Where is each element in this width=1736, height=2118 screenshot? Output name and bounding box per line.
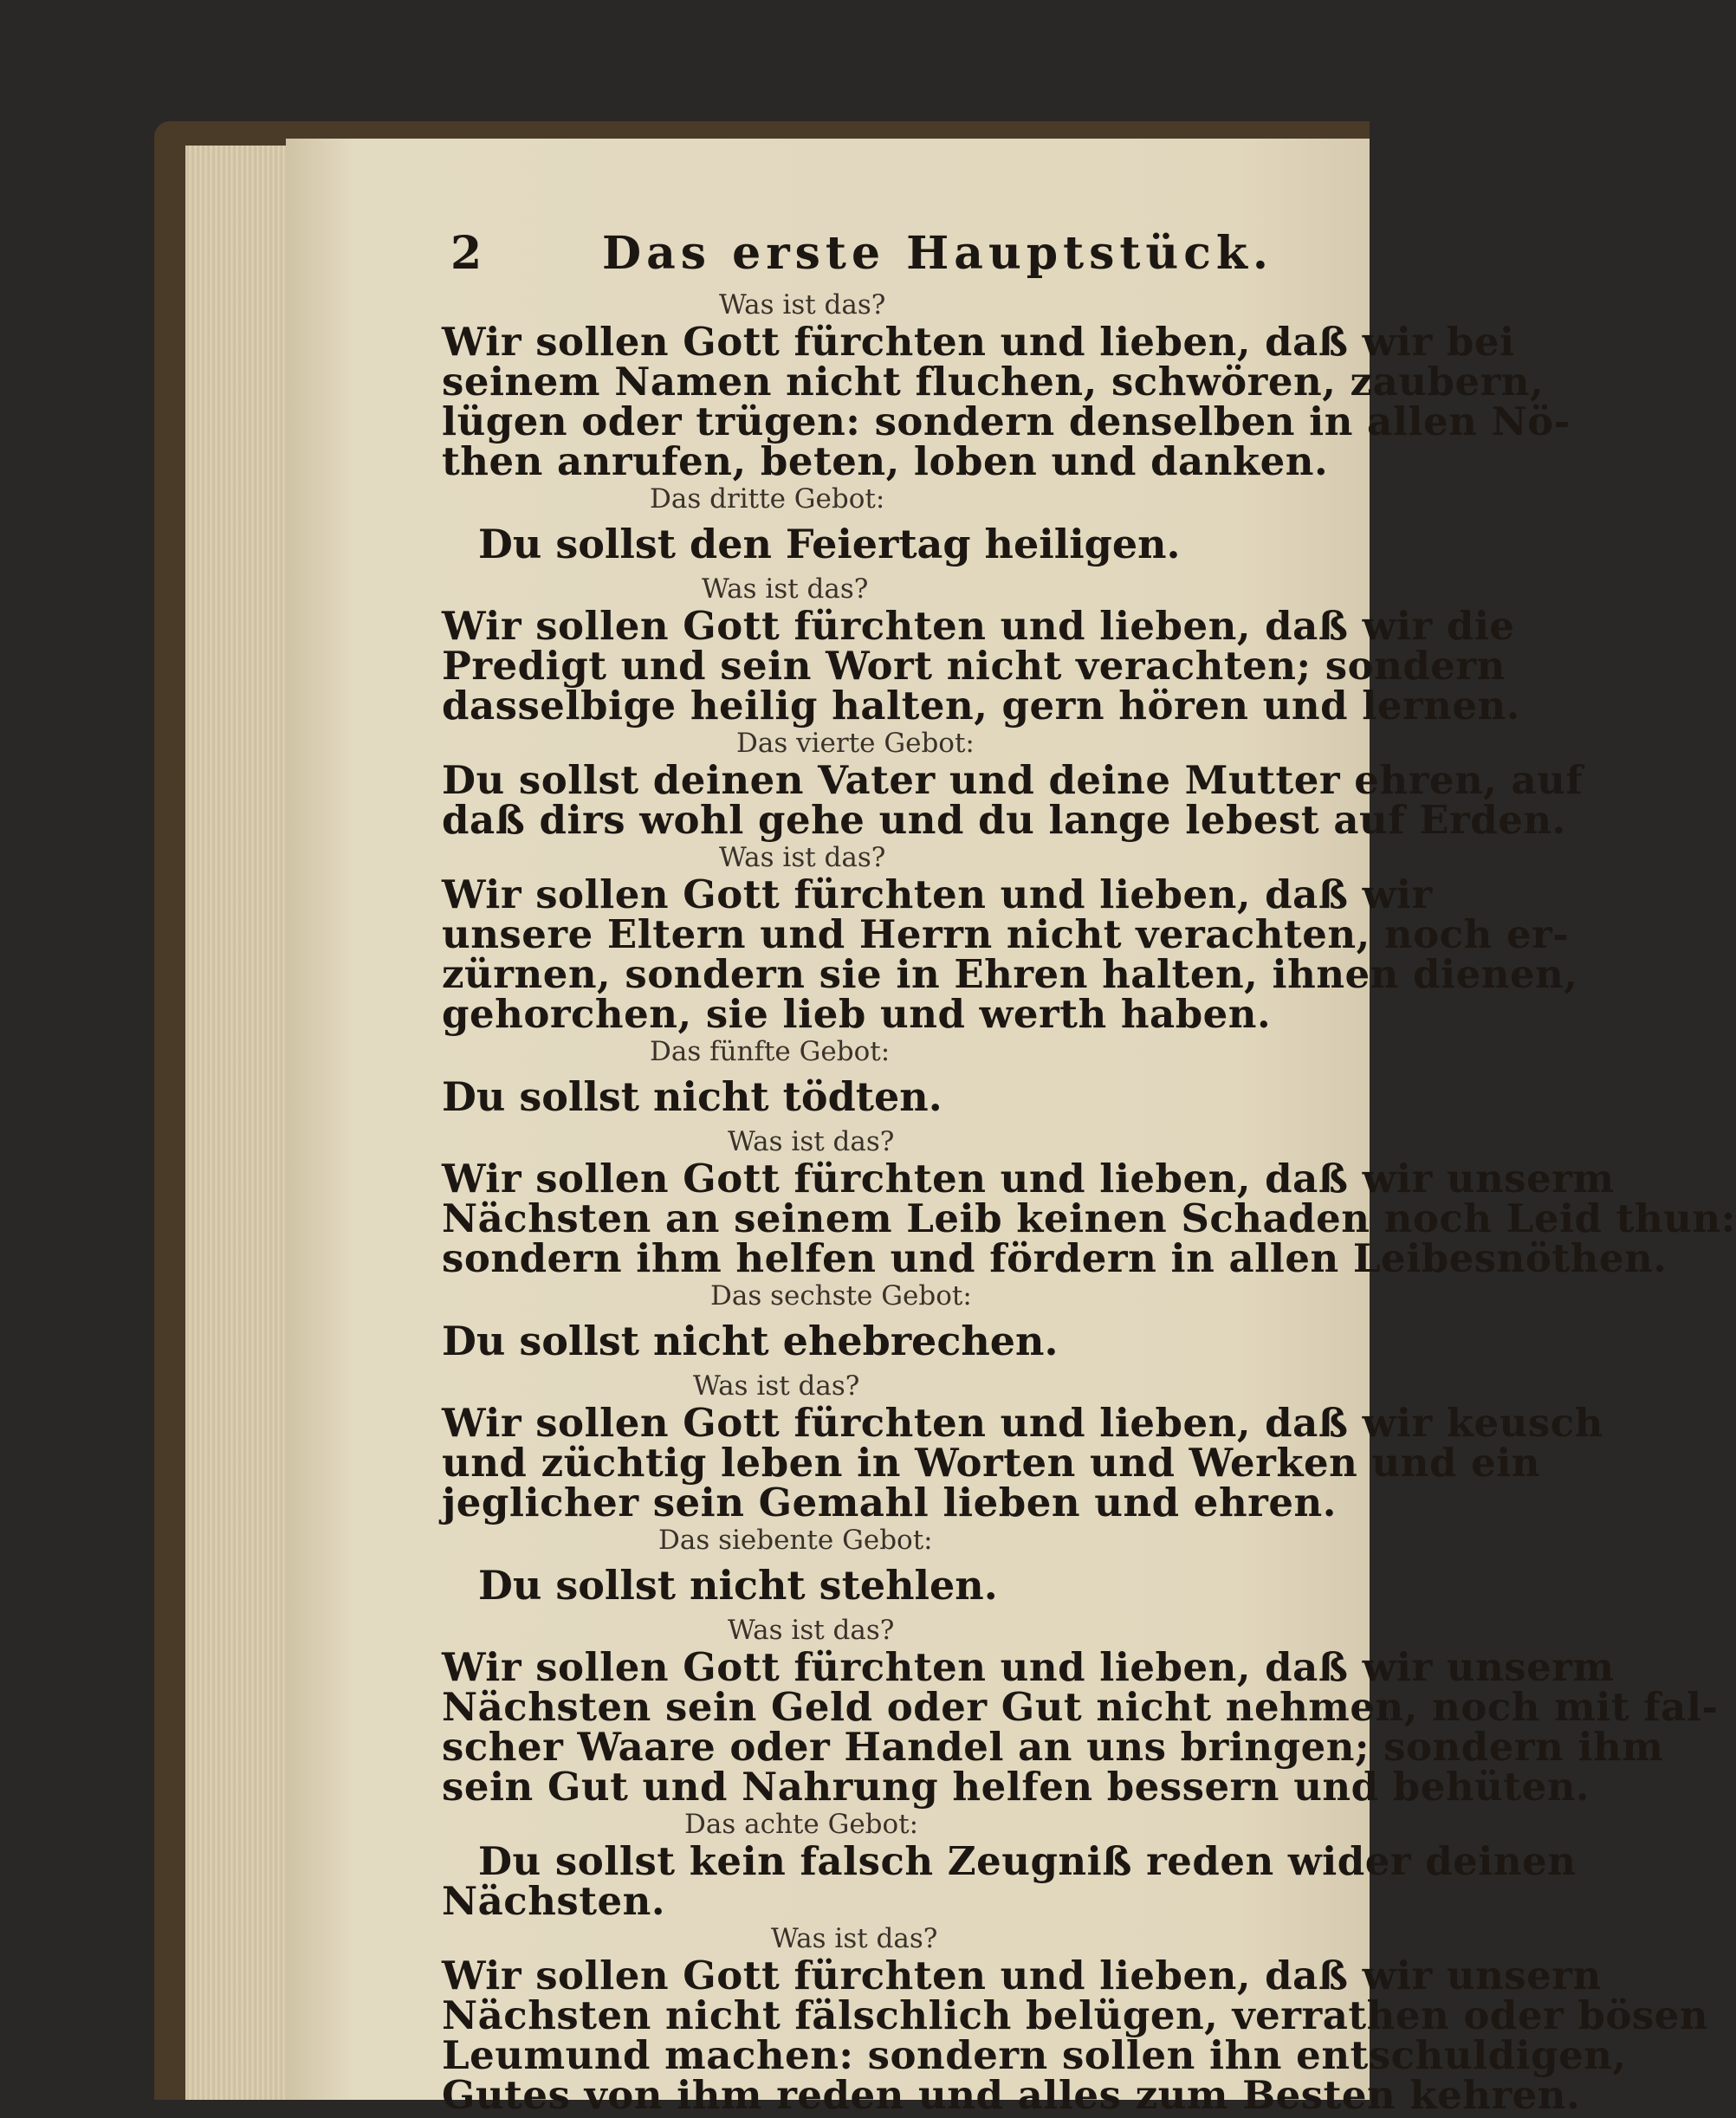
answer-line: Wir sollen Gott fürchten und lieben, daß wir die xyxy=(442,603,1515,649)
answer-line: Wir sollen Gott fürchten und lieben, daß wir keusch xyxy=(442,1400,1603,1446)
commandment-heading: Das fünfte Gebot: xyxy=(650,1036,891,1067)
answer-line: lügen oder trügen: sondern denselben in allen Nö- xyxy=(442,398,1571,444)
question-label: Was ist das? xyxy=(693,1370,860,1402)
page-number: 2 xyxy=(450,227,488,280)
commandment-heading: Das dritte Gebot: xyxy=(650,483,885,515)
answer-line: jeglicher sein Gemahl lieben und ehren. xyxy=(442,1480,1337,1525)
answer-line: Wir sollen Gott fürchten und lieben, daß wir xyxy=(442,871,1433,917)
answer-line: Wir sollen Gott fürchten und lieben, daß wir unsern xyxy=(442,1953,1602,1998)
answer-line: zürnen, sondern sie in Ehren halten, ihnen dienen, xyxy=(442,951,1578,997)
answer-line: Nächsten sein Geld oder Gut nicht nehmen, noch mit fal- xyxy=(442,1684,1719,1730)
commandment-heading: Das siebente Gebot: xyxy=(658,1525,933,1556)
page-header xyxy=(442,227,1308,288)
answer-line: Leumund machen: sondern sollen ihn entschuldigen, xyxy=(442,2032,1627,2078)
answer-line: unsere Eltern und Herrn nicht verachten, noch er- xyxy=(442,911,1570,957)
commandment-heading: Das sechste Gebot: xyxy=(710,1280,972,1312)
commandment-heading: Das achte Gebot: xyxy=(684,1809,919,1840)
question-label: Was ist das? xyxy=(728,1126,895,1157)
commandment-text: daß dirs wohl gehe und du lange lebest auf Erden. xyxy=(442,797,1566,843)
commandment-text: Du sollst kein falsch Zeugniß reden wider deinen xyxy=(478,1838,1577,1884)
answer-line: then anrufen, beten, loben und danken. xyxy=(442,438,1329,484)
question-label: Was ist das? xyxy=(702,573,869,605)
running-title: Das erste Hauptstück. xyxy=(602,227,1274,280)
question-label: Was ist das? xyxy=(719,842,886,873)
commandment-text: Nächsten. xyxy=(442,1878,666,1924)
commandment-text: Du sollst den Feiertag heiligen. xyxy=(478,521,1181,567)
answer-line: sondern ihm helfen und fördern in allen Leibesnöthen. xyxy=(442,1235,1668,1281)
answer-line: Wir sollen Gott fürchten und lieben, daß wir bei xyxy=(442,319,1515,365)
commandment-text: Du sollst nicht stehlen. xyxy=(478,1562,998,1609)
commandment-text: Du sollst deinen Vater und deine Mutter ehren, auf xyxy=(442,757,1584,803)
answer-line: Nächsten nicht fälschlich belügen, verrathen oder bösen xyxy=(442,1992,1709,2038)
answer-line: Nächsten an seinem Leib keinen Schaden noch Leid thun: xyxy=(442,1195,1736,1241)
commandment-heading: Das vierte Gebot: xyxy=(736,728,975,759)
answer-line: gehorchen, sie lieb und werth haben. xyxy=(442,991,1272,1037)
answer-line: Predigt und sein Wort nicht verachten; sondern xyxy=(442,643,1506,689)
answer-line: dasselbige heilig halten, gern hören und lernen. xyxy=(442,683,1520,729)
page-text xyxy=(442,227,1736,2118)
answer-line: und züchtig leben in Worten und Werken und ein xyxy=(442,1440,1541,1486)
answer-line: Gutes von ihm reden und alles zum Besten kehren. xyxy=(442,2072,1581,2118)
answer-line: seinem Namen nicht fluchen, schwören, zaubern, xyxy=(442,359,1545,405)
commandment-text: Du sollst nicht tödten. xyxy=(442,1073,942,1120)
question-label: Was ist das? xyxy=(719,289,886,321)
answer-line: Wir sollen Gott fürchten und lieben, daß wir unserm xyxy=(442,1156,1615,1201)
commandment-text: Du sollst nicht ehebrechen. xyxy=(442,1318,1059,1364)
answer-line: sein Gut und Nahrung helfen bessern und behüten. xyxy=(442,1764,1590,1810)
answer-line: Wir sollen Gott fürchten und lieben, daß wir unserm xyxy=(442,1644,1615,1690)
question-label: Was ist das? xyxy=(728,1615,895,1646)
answer-line: scher Waare oder Handel an uns bringen; sondern ihm xyxy=(442,1724,1664,1770)
question-label: Was ist das? xyxy=(771,1923,938,1954)
